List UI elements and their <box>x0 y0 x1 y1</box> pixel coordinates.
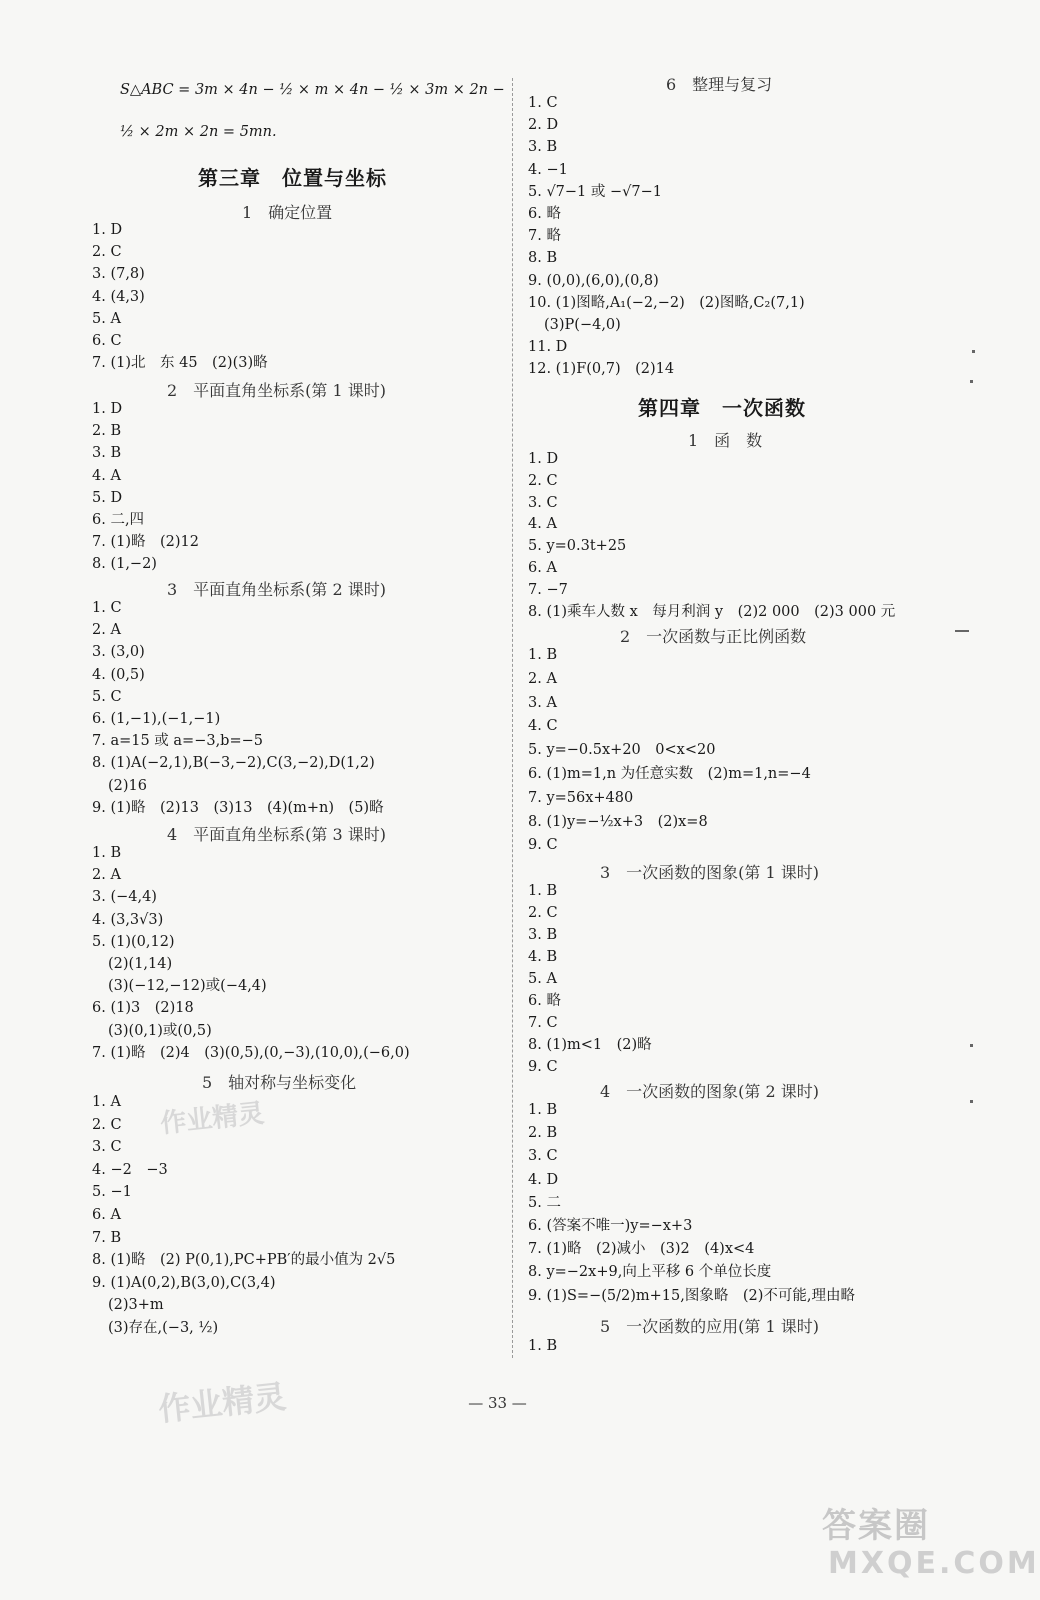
answer-line: 7. (1)略 (2)12 <box>92 534 199 551</box>
answer-line: 4. D <box>528 1171 559 1188</box>
answer-line: 3. (7,8) <box>92 266 145 283</box>
answer-line: 3. (3,0) <box>92 644 145 661</box>
answer-line: 1. D <box>92 222 123 238</box>
area-formula-line2: ½ × 2m × 2n = 5mn. <box>120 124 277 140</box>
site-logo <box>820 1498 1040 1590</box>
answer-line: 2. C <box>528 905 558 921</box>
answer-line: (2)16 <box>108 777 147 794</box>
answer-line: 6. 二,四 <box>92 512 145 528</box>
answer-line: 5. −1 <box>92 1184 132 1201</box>
section-title: 1 确定位置 <box>242 203 333 222</box>
answer-line: 11. D <box>528 339 568 356</box>
answer-line: 3. C <box>528 1148 558 1165</box>
answer-line: 9. C <box>528 837 558 854</box>
answer-line: 2. C <box>528 472 558 489</box>
answer-line: 5. √7−1 或 −√7−1 <box>528 183 662 200</box>
answer-line: 1. B <box>92 845 122 861</box>
answer-line: 7. −7 <box>528 581 568 598</box>
answer-line: 6. (1,−1),(−1,−1) <box>92 711 221 727</box>
answer-line: 7. B <box>92 1229 122 1246</box>
section-title: 5 一次函数的应用(第 1 课时) <box>600 1317 820 1336</box>
answer-line: 7. (1)略 (2)减小 (3)2 (4)x<4 <box>528 1241 755 1258</box>
answer-line: 1. B <box>528 883 558 899</box>
scan-speck <box>970 1100 973 1103</box>
answer-line: 4. −1 <box>528 161 568 178</box>
section-title: 3 一次函数的图象(第 1 课时) <box>600 863 820 882</box>
answer-line: 5. y=0.3t+25 <box>528 538 627 555</box>
answer-line: 7. y=56x+480 <box>528 789 634 806</box>
answer-line: 6. A <box>92 1207 121 1223</box>
answer-line: 8. (1)略 (2) P(0,1),PC+PB′的最小值为 2√5 <box>92 1252 396 1269</box>
answer-line: 1. D <box>92 401 123 417</box>
answer-line: 8. (1,−2) <box>92 556 157 573</box>
area-formula-line1: S△ABC = 3m × 4n − ½ × m × 4n − ½ × 3m × 2n − <box>120 82 505 98</box>
section-title: 1 函 数 <box>688 431 763 450</box>
answer-line: 4. (0,5) <box>92 666 145 683</box>
section-title: 3 平面直角坐标系(第 2 课时) <box>167 580 387 599</box>
answer-line: 2. B <box>528 1125 558 1142</box>
answer-line: 12. (1)F(0,7) (2)14 <box>528 361 675 378</box>
answer-line: 8. (1)A(−2,1),B(−3,−2),C(3,−2),D(1,2) <box>92 755 375 772</box>
page-number: — 33 — <box>468 1394 527 1412</box>
answer-line: 6. (1)m=1,n 为任意实数 (2)m=1,n=−4 <box>528 766 811 782</box>
answer-line: 6. 略 <box>528 993 561 1009</box>
answer-line: 4. A <box>92 467 121 484</box>
answer-line: 4. A <box>528 516 557 533</box>
answer-line: 2. A <box>92 622 121 639</box>
answer-line: 8. B <box>528 250 558 267</box>
scan-speck <box>972 350 975 353</box>
answer-line: 9. (1)略 (2)13 (3)13 (4)(m+n) (5)略 <box>92 799 384 816</box>
answer-line: 6. (答案不唯一)y=−x+3 <box>528 1218 693 1234</box>
answer-line: 5. (1)(0,12) <box>92 933 175 950</box>
scan-speck <box>970 1044 973 1047</box>
logo-text: 答案圈 <box>822 1506 930 1546</box>
answer-line: 8. (1)m<1 (2)略 <box>528 1037 652 1053</box>
answer-line: 8. y=−2x+9,向上平移 6 个单位长度 <box>528 1264 772 1281</box>
answer-line: 2. C <box>92 1116 122 1133</box>
answer-line: 7. 略 <box>528 228 561 245</box>
answer-line: 1. D <box>528 451 559 467</box>
section-title: 4 一次函数的图象(第 2 课时) <box>600 1082 820 1101</box>
answer-line: 5. y=−0.5x+20 0<x<20 <box>528 742 716 759</box>
section-title: 2 平面直角坐标系(第 1 课时) <box>167 381 387 400</box>
answer-line: 4. B <box>528 949 558 965</box>
answer-line: 9. (1)S=−(5/2)m+15,图象略 (2)不可能,理由略 <box>528 1287 855 1304</box>
answer-line: 5. C <box>92 688 122 705</box>
answer-line: (3)(0,1)或(0,5) <box>108 1022 212 1039</box>
answer-line: 9. (0,0),(6,0),(0,8) <box>528 272 659 289</box>
answer-line: 6. (1)3 (2)18 <box>92 1000 194 1017</box>
section-title: 6 整理与复习 <box>666 75 773 94</box>
answer-line: 6. C <box>92 333 122 349</box>
answer-line: 2. A <box>528 670 557 687</box>
answer-line: (3)P(−4,0) <box>544 317 621 333</box>
chapter3-title: 第三章 位置与坐标 <box>198 166 387 190</box>
answer-line: 2. D <box>528 117 559 134</box>
section-title: 5 轴对称与坐标变化 <box>202 1073 357 1092</box>
answer-line: 6. A <box>528 560 557 576</box>
answer-line: 3. B <box>528 139 558 156</box>
watermark: 作业精灵 <box>158 1098 266 1140</box>
column-divider <box>512 78 514 1358</box>
answer-line: 7. (1)略 (2)4 (3)(0,5),(0,−3),(10,0),(−6,0) <box>92 1044 410 1061</box>
answer-line: 5. 二 <box>528 1194 561 1211</box>
answer-line: 9. (1)A(0,2),B(3,0),C(3,4) <box>92 1274 276 1291</box>
section-title: 4 平面直角坐标系(第 3 课时) <box>167 825 387 844</box>
answer-line: 3. A <box>528 694 557 711</box>
answer-line: 10. (1)图略,A₁(−2,−2) (2)图略,C₂(7,1) <box>528 294 805 311</box>
answer-line: 9. C <box>528 1059 558 1075</box>
answer-line: 3. C <box>92 1139 122 1156</box>
answer-line: (2)(1,14) <box>108 956 173 972</box>
answer-line: 4. (4,3) <box>92 288 145 305</box>
chapter4-title: 第四章 一次函数 <box>638 396 806 420</box>
answer-line: 3. B <box>92 445 122 462</box>
scan-speck <box>970 380 973 383</box>
answer-line: (2)3+m <box>108 1297 164 1314</box>
answer-line: 4. C <box>528 718 558 735</box>
section-title: 2 一次函数与正比例函数 <box>620 627 807 646</box>
answer-line: 3. (−4,4) <box>92 889 157 906</box>
answer-line: 1. C <box>92 600 122 616</box>
answer-line: 6. 略 <box>528 206 561 222</box>
answer-line: 3. C <box>528 494 558 511</box>
answer-line: 4. (3,3√3) <box>92 911 164 928</box>
scan-speck <box>955 630 969 632</box>
answer-line: 2. A <box>92 867 121 884</box>
answer-line: 5. A <box>92 310 121 327</box>
answer-line: 5. A <box>528 971 557 987</box>
answer-line: 1. B <box>528 1102 558 1118</box>
answer-line: 3. B <box>528 927 558 943</box>
answer-line: 1. B <box>528 647 558 663</box>
logo-domain: MXQE.COM <box>828 1546 1040 1581</box>
answer-line: 8. (1)y=−½x+3 (2)x=8 <box>528 813 708 830</box>
answer-line: 2. B <box>92 423 122 440</box>
answer-line: 1. A <box>92 1094 121 1110</box>
answer-line: 1. B <box>528 1338 558 1354</box>
watermark: 作业精灵 <box>156 1377 288 1429</box>
answer-line: 7. (1)北 东 45 (2)(3)略 <box>92 355 268 372</box>
answer-line: 5. D <box>92 489 123 506</box>
answer-line: 7. C <box>528 1015 558 1031</box>
answer-line: 4. −2 −3 <box>92 1161 168 1178</box>
answer-line: 7. a=15 或 a=−3,b=−5 <box>92 733 263 750</box>
answer-line: 8. (1)乘车人数 x 每月利润 y (2)2 000 (2)3 000 元 <box>528 603 896 620</box>
answer-line: (3)存在,(−3, ½) <box>108 1320 219 1336</box>
answer-line: (3)(−12,−12)或(−4,4) <box>108 978 267 995</box>
answer-line: 1. C <box>528 95 558 111</box>
answer-line: 2. C <box>92 244 122 261</box>
